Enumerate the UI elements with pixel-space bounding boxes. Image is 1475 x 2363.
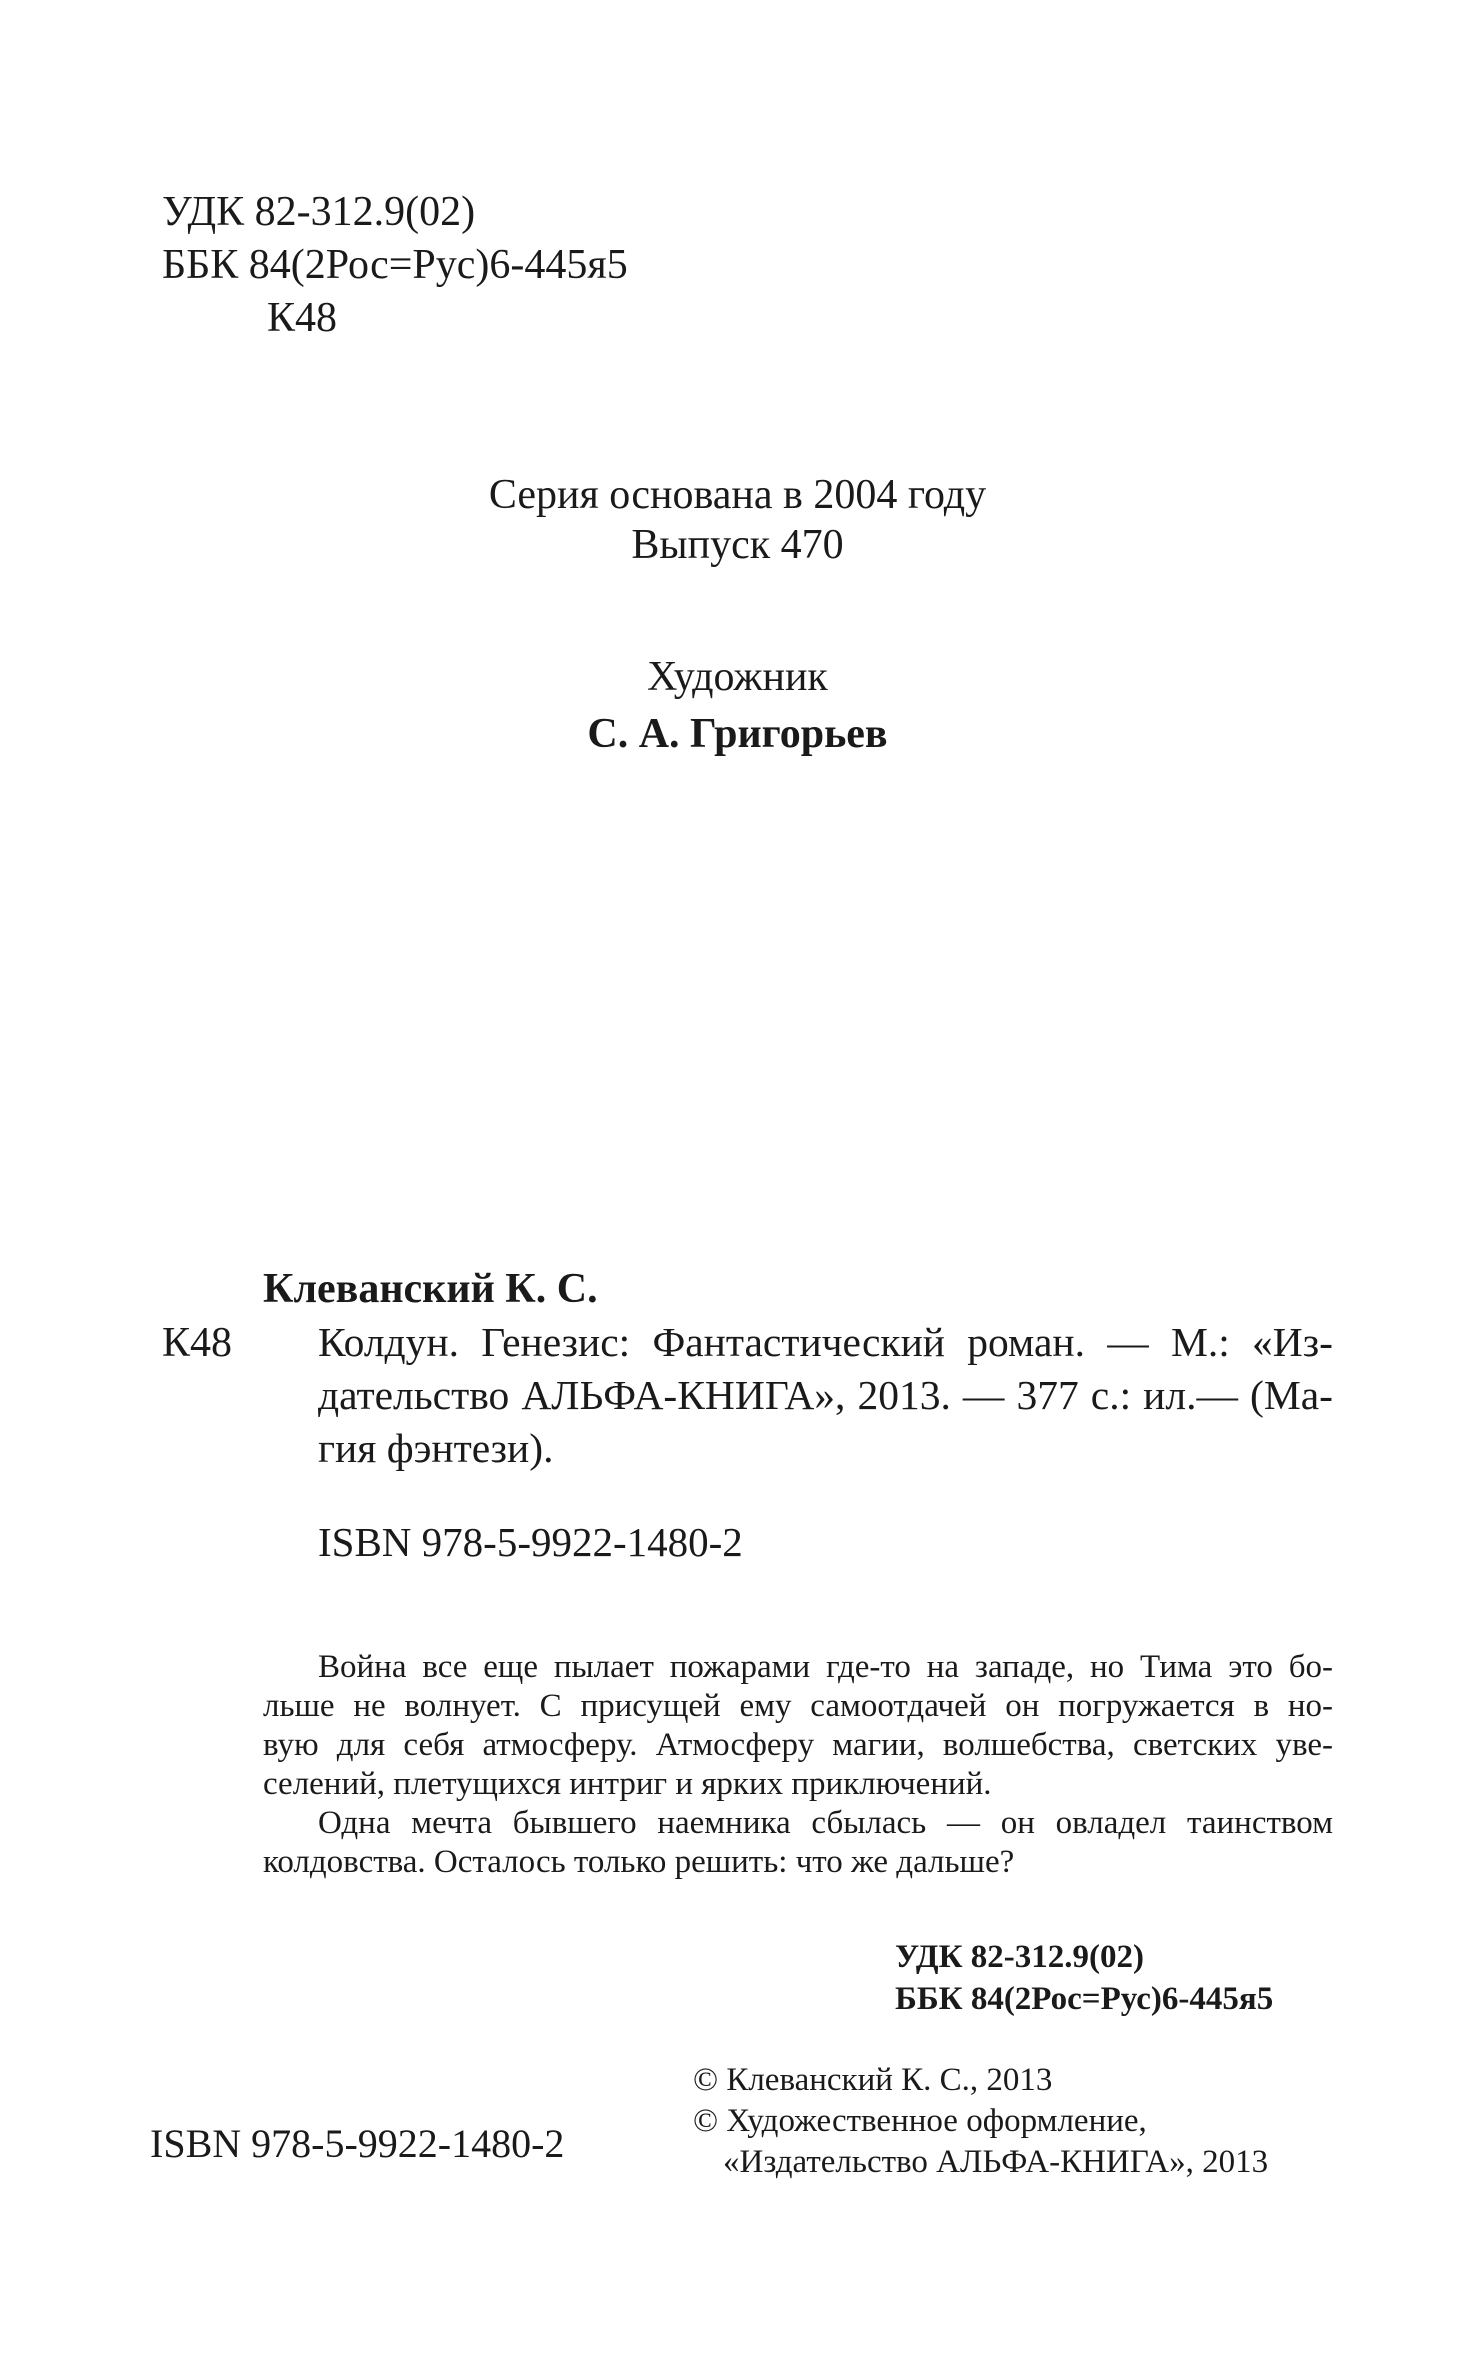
- description-line: гия фэнтези).: [318, 1425, 554, 1471]
- annotation-line: вую для себя атмосферу. Атмосферу магии, волшебства, светских уве-: [263, 1727, 1333, 1763]
- series-founded: Серия основана в 2004 году: [488, 472, 987, 518]
- annotation-line: Одна мечта бывшего наемника сбылась — он овладел таинством: [318, 1805, 1333, 1841]
- bbk-code-bottom: ББК 84(2Рос=Рус)6-445я5: [895, 1981, 1274, 2017]
- annotation-line: колдовства. Осталось только решить: что же дальше?: [263, 1844, 1015, 1880]
- bibliographic-description: [318, 1316, 1333, 1475]
- udk-code-bottom: УДК 82-312.9(02): [895, 1939, 1144, 1975]
- description-line: дательство АЛЬФА-КНИГА», 2013. — 377 с.: ил.— (Ма-: [318, 1372, 1333, 1418]
- isbn-bottom: ISBN 978-5-9922-1480-2: [150, 2121, 565, 2166]
- bbk-code: ББК 84(2Рос=Рус)6-445я5: [162, 242, 628, 288]
- description-line: Колдун. Генезис: Фантастический роман. — М.: «Из-: [318, 1319, 1333, 1365]
- classification-block-bottom: [895, 1936, 1273, 2020]
- author-heading: Клеванский К. С.: [263, 1266, 598, 1312]
- udk-code: УДК 82-312.9(02): [162, 189, 476, 235]
- annotation-line: льше не волнует. С присущей ему самоотдачей он погружается в но-: [263, 1688, 1333, 1724]
- annotation: [263, 1648, 1333, 1882]
- annotation-line: селений, плетущихся интриг и ярких приключений.: [263, 1766, 992, 1802]
- annotation-line: Война все еще пылает пожарами где-то на западе, но Тима это бо-: [318, 1649, 1333, 1685]
- series-issue: Выпуск 470: [631, 522, 844, 568]
- copyright-design: © Художественное оформление,: [693, 2103, 1147, 2139]
- isbn-record: ISBN 978-5-9922-1480-2: [318, 1519, 743, 1565]
- copyright-author: © Клеванский К. С., 2013: [693, 2062, 1053, 2098]
- copyright-design-holder: «Издательство АЛЬФА-КНИГА», 2013: [723, 2144, 1269, 2180]
- artist-name: С. А. Григорьев: [587, 711, 888, 757]
- copyright-block: [693, 2060, 1268, 2183]
- author-mark: К48: [267, 295, 338, 341]
- classification-block-top: [162, 186, 628, 345]
- artist-label: Художник: [647, 654, 828, 700]
- catalog-author-mark: К48: [162, 1320, 233, 1366]
